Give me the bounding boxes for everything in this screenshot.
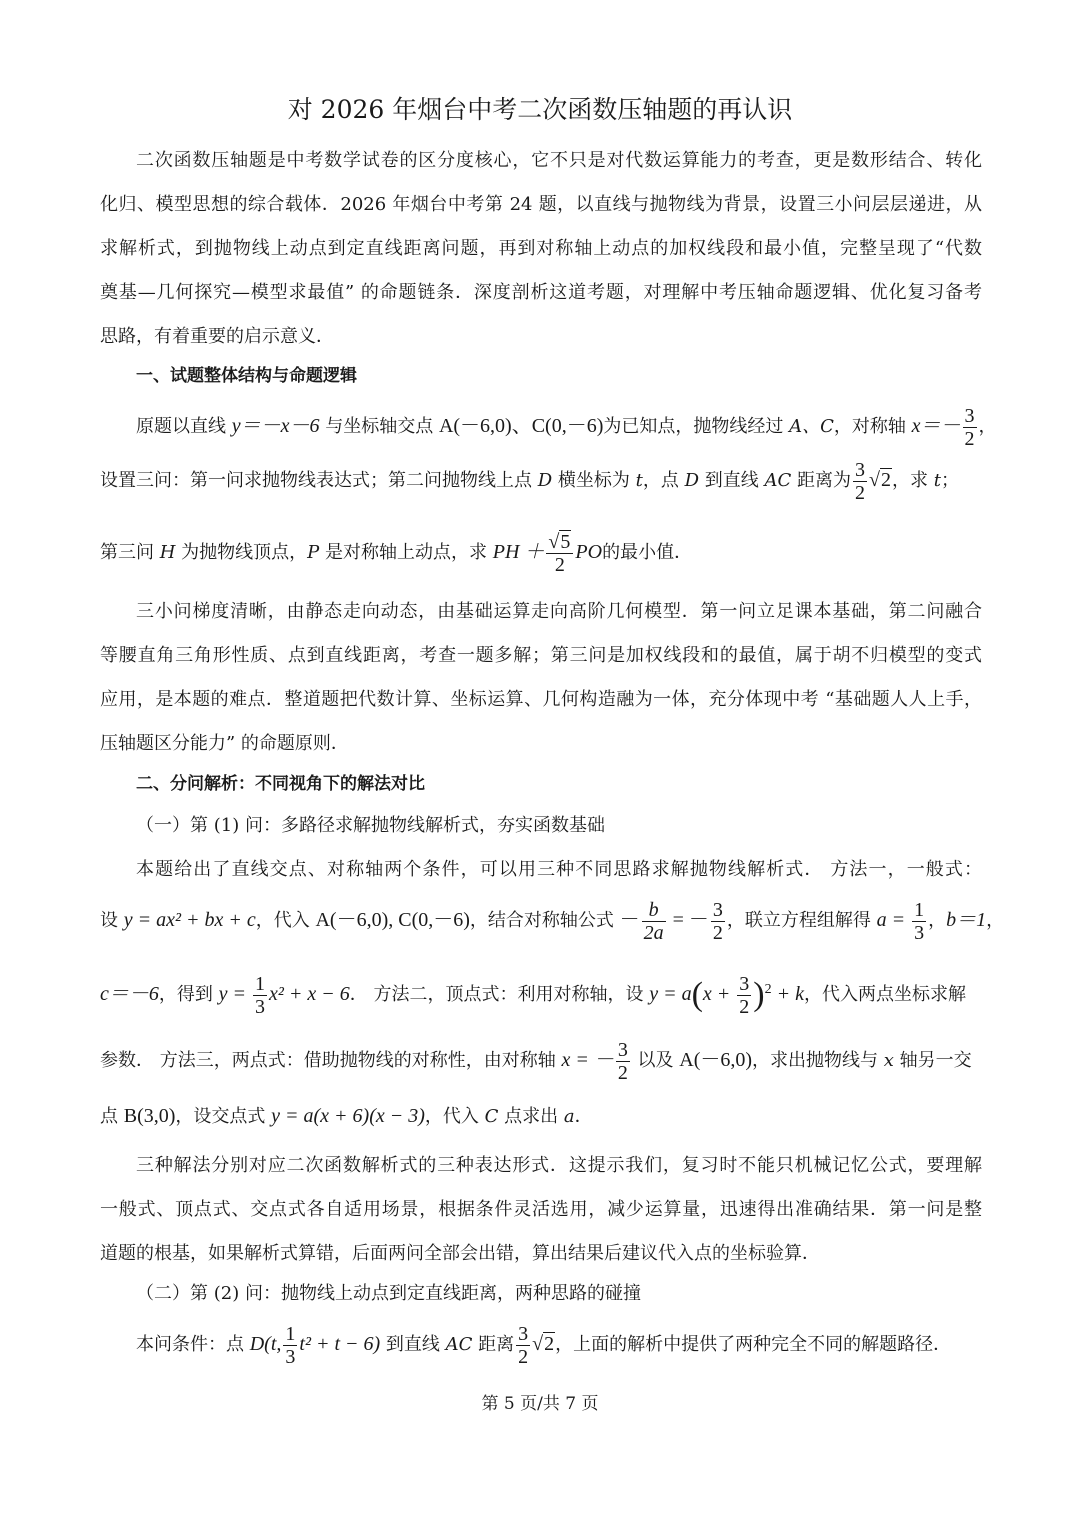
- s1-line-3: 第三问 H 为抛物线顶点，P 是对称轴上动点，求 PH ＋ $\frac{√5}{2}$ PO的最小值．: [100, 530, 693, 576]
- fraction: $\frac{1}{3}$: [255, 972, 265, 1018]
- para4-line-1: 三种解法分别对应二次函数解析式的三种表达形式．这提示我们，复习时不能只机械记忆公式，要理解: [136, 1155, 982, 1176]
- subsection-heading-2: （二）第 (2) 问：抛物线上动点到定直线距离，两种思路的碰撞: [136, 1283, 641, 1304]
- intro-line-1: 二次函数压轴题是中考数学试卷的区分度核心，它不只是对代数运算能力的考查，更是数形结合、转化: [136, 150, 982, 171]
- para2-line-4: 压轴题区分能力” 的命题原则．: [100, 733, 349, 754]
- fraction: $\frac{3}{2}$: [964, 404, 975, 450]
- page-title: 对 2026 年烟台中考二次函数压轴题的再认识: [287, 95, 793, 124]
- p3-line-5: 点 B(3,0)，设交点式 y = a(x + 6)(x − 3)，代入 C 点求出 a．: [100, 1105, 593, 1127]
- fraction: $\frac{b}{2a}$: [643, 898, 664, 944]
- intro-line-5: 思路，有着重要的启示意义．: [100, 326, 334, 347]
- para4-line-3: 道题的根基，如果解析式算错，后面两问全部会出错，算出结果后建议代入点的坐标验算．: [100, 1243, 820, 1264]
- p3-line-4: 参数． 方法三，两点式：借助抛物线的对称性，由对称轴 x = － $\frac{3}{2}$ 以及 A(－6,0)，求出抛物线与 x 轴另一交: [100, 1038, 972, 1084]
- fraction: $\frac{3}{2}$: [518, 1322, 529, 1368]
- para2-line-3: 应用，是本题的难点．整道题把代数计算、坐标运算、几何构造融为一体，充分体现中考 “基础题人人上手，: [100, 689, 982, 710]
- section-heading-1: 一、试题整体结构与命题逻辑: [136, 366, 357, 386]
- p3-line-2: 设 y = ax² + bx + c，代入 A(－6,0), C(0,－6)，结合对称轴公式 － $\frac{b}{2a}$ = － $\frac{3}{2}$ ，联立方程组解得 a = $\frac{1}{3}$ ，b＝1，: [100, 898, 1005, 944]
- fraction: $\frac{3}{2}$: [617, 1038, 628, 1084]
- p3-line-1: 本题给出了直线交点、对称轴两个条件，可以用三种不同思路求解抛物线解析式． 方法一，一般式：: [136, 859, 982, 880]
- s1-line-1: 原题以直线 y＝－x－6 与坐标轴交点 A(－6,0)、C(0,－6)为已知点，抛物线经过 A、C，对称轴 x＝－ $\frac{3}{2}$ ，: [136, 404, 997, 450]
- intro-line-2: 化归、模型思想的综合载体．2026 年烟台中考第 24 题，以直线与抛物线为背景，设置三小问层层递进，从: [100, 194, 982, 215]
- section-heading-2: 二、分问解析：不同视角下的解法对比: [136, 774, 425, 794]
- para2-line-2: 等腰直角三角形性质、点到直线距离，考查一题多解；第三问是加权线段和的最值，属于胡不归模型的变式: [100, 645, 982, 666]
- fraction: $\frac{1}{3}$: [914, 898, 925, 944]
- intro-line-3: 求解析式，到抛物线上动点到定直线距离问题，再到对称轴上动点的加权线段和最小值，完整呈现了“代数: [100, 238, 982, 259]
- intro-line-4: 奠基—几何探究—模型求最值” 的命题链条．深度剖析这道考题，对理解中考压轴命题逻辑、优化复习备考: [100, 282, 982, 303]
- page-number-footer: 第 5 页/共 7 页: [481, 1394, 599, 1414]
- fraction: $\frac{1}{3}$: [285, 1322, 296, 1368]
- para4-line-2: 一般式、顶点式、交点式各自适用场景，根据条件灵活选用，减少运算量，迅速得出准确结果．第一问是整: [100, 1199, 982, 1220]
- p5-line-1: 本问条件：点 D(t, $\frac{1}{3}$ t² + t − 6) 到直线 AC 距离 $\frac{3}{2}$ √2，上面的解析中提供了两种完全不同的解题路径．: [136, 1322, 952, 1368]
- fraction: $\frac{3}{2}$: [739, 972, 750, 1018]
- subsection-heading-1: （一）第 (1) 问：多路径求解抛物线解析式，夯实函数基础: [136, 815, 605, 836]
- p3-line-3: c＝－6，得到 y = $\frac{1}{3}$ x² + x − 6． 方法二，顶点式：利用对称轴，设 y = a(x + $\frac{3}{2}$ )$^2$ + k，代入两点坐标求解: [100, 972, 966, 1018]
- fraction: $\frac{3}{2}$: [712, 898, 723, 944]
- para2-line-1: 三小问梯度清晰，由静态走向动态，由基础运算走向高阶几何模型．第一问立足课本基础，第二问融合: [136, 601, 982, 622]
- fraction: $\frac{√5}{2}$: [546, 531, 573, 576]
- fraction: $\frac{3}{2}$: [855, 458, 865, 504]
- s1-line-2: 设置三问：第一问求抛物线表达式；第二问抛物线上点 D 横坐标为 t，点 D 到直线 AC 距离为 $\frac{3}{2}$ √2，求 t；: [100, 458, 959, 504]
